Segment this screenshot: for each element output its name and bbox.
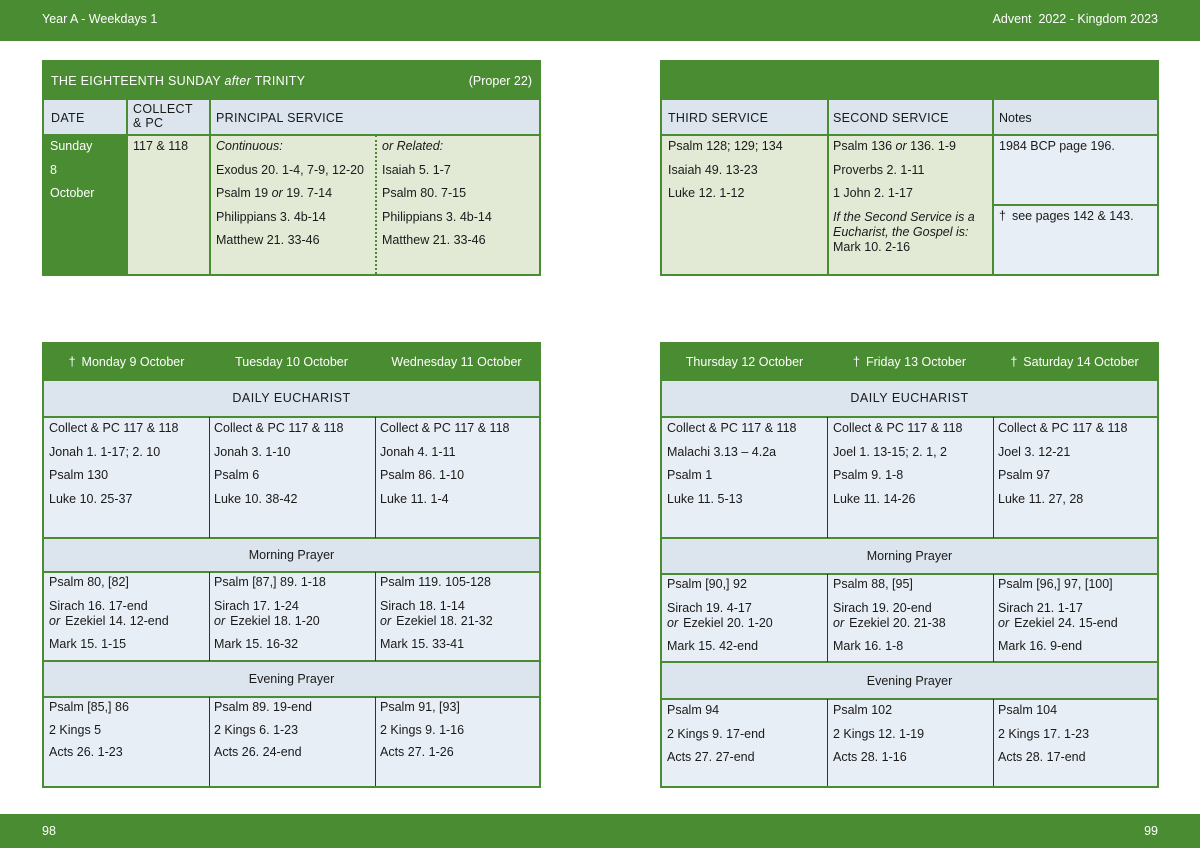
day-header-wednesday: Wednesday 11 October — [391, 355, 522, 369]
reading: Matthew 21. 33-46 — [216, 233, 320, 247]
date-header: DATE — [51, 111, 85, 125]
morning-friday: Psalm 88, [95] Sirach 19. 20-end or Ezekiel 20. 21-38 Mark 16. 1-8 — [833, 577, 946, 653]
morning-saturday: Psalm [96,] 97, [100] Sirach 21. 1-17 or Ezekiel 24. 15-end Mark 16. 9-end — [998, 577, 1118, 653]
eucharist-readings — [44, 417, 539, 538]
second-service-readings — [833, 139, 956, 210]
evening-prayer-header: Evening Prayer — [662, 662, 1157, 699]
third-service-readings — [668, 139, 783, 210]
continuous-readings — [216, 139, 364, 257]
reading: Philippians 3. 4b-14 — [382, 209, 492, 224]
day-header-tuesday: Tuesday 10 October — [235, 355, 348, 369]
sunday-title-bar — [44, 62, 539, 99]
day-header-thursday: Thursday 12 October — [685, 355, 804, 369]
dagger-icon: † — [853, 355, 860, 369]
sunday-services-table — [660, 60, 1159, 276]
running-header — [0, 0, 1200, 41]
morning-thursday: Psalm [90,] 92 Sirach 19. 4-17 or Ezekiel 20. 1-20 Mark 15. 42-end — [667, 577, 773, 653]
date-month: October — [50, 186, 95, 200]
reading: Psalm 19 or 19. 7-14 — [216, 186, 333, 200]
evening-saturday: Psalm 104 2 Kings 17. 1-23 Acts 28. 17-end — [998, 703, 1090, 764]
sunday-services-title-bar — [662, 62, 1157, 99]
evening-wednesday: Psalm 91, [93] 2 Kings 9. 1-16 Acts 27. 1-26 — [380, 700, 465, 759]
eucharist-section-header: DAILY EUCHARIST — [662, 380, 1157, 417]
note-pages: † see pages 142 & 143. — [999, 209, 1134, 223]
notes-header: Notes — [999, 111, 1032, 125]
day-header-row — [44, 344, 539, 380]
weekday-table-right — [660, 342, 1159, 788]
principal-header: PRINCIPAL SERVICE — [216, 111, 344, 125]
reading: Psalm 80. 7-15 — [382, 186, 467, 200]
second-service-gospel: Mark 10. 2-16 — [833, 240, 911, 254]
second-service-note: If the Second Service is a Eucharist, the Gospel is: — [833, 210, 975, 239]
morning-prayer-header: Morning Prayer — [662, 538, 1157, 574]
readings-saturday: Collect & PC 117 & 118 Joel 3. 12-21 Psalm 97 Luke 11. 27, 28 — [998, 421, 1128, 506]
reading: Isaiah 49. 13-23 — [668, 162, 758, 177]
evening-prayer-readings — [662, 699, 1157, 786]
collect-value: 117 & 118 — [133, 139, 189, 153]
services-header-row — [662, 99, 1157, 135]
readings-thursday: Collect & PC 117 & 118 Malachi 3.13 – 4.2a Psalm 1 Luke 11. 5-13 — [667, 421, 797, 506]
running-footer — [0, 814, 1200, 848]
morning-monday: Psalm 80, [82] Sirach 16. 17-end or Ezekiel 14. 12-end Mark 15. 1-15 — [49, 575, 169, 651]
collect-header: COLLECT & PC — [133, 102, 193, 130]
reading: Luke 12. 1-12 — [668, 186, 745, 200]
day-header-saturday: † Saturday 14 October — [1010, 355, 1139, 369]
related-label: or Related: — [382, 139, 444, 153]
evening-thursday: Psalm 94 2 Kings 9. 17-end Acts 27. 27-end — [667, 703, 765, 764]
date-day: Sunday — [50, 139, 93, 153]
day-header-monday: † Monday 9 October — [68, 355, 185, 369]
proper-label: (Proper 22) — [468, 74, 532, 88]
reading: 1 John 2. 1-17 — [833, 186, 913, 200]
morning-wednesday: Psalm 119. 105-128 Sirach 18. 1-14 or Ezekiel 18. 21-32 Mark 15. 33-41 — [380, 575, 493, 651]
page-number-left: 98 — [42, 824, 56, 838]
evening-tuesday: Psalm 89. 19-end 2 Kings 6. 1-23 Acts 26. 24-end — [214, 700, 312, 759]
reading: Philippians 3. 4b-14 — [216, 209, 326, 224]
evening-prayer-header: Evening Prayer — [44, 661, 539, 697]
dagger-icon: † — [1010, 355, 1018, 369]
page-number-right: 99 — [1144, 824, 1158, 838]
note-bcp: 1984 BCP page 196. — [999, 139, 1115, 153]
sunday-body — [127, 135, 539, 274]
evening-prayer-readings — [44, 697, 539, 786]
readings-monday: Collect & PC 117 & 118 Jonah 1. 1-17; 2. 10 Psalm 130 Luke 10. 25-37 — [49, 421, 179, 506]
morning-tuesday: Psalm [87,] 89. 1-18 Sirach 17. 1-24 or Ezekiel 18. 1-20 Mark 15. 16-32 — [214, 575, 326, 651]
evening-friday: Psalm 102 2 Kings 12. 1-19 Acts 28. 1-16 — [833, 703, 925, 764]
reading: Matthew 21. 33-46 — [382, 233, 486, 247]
sunday-header-row — [44, 99, 539, 135]
reading: Proverbs 2. 1-11 — [833, 162, 925, 177]
continuous-label: Continuous: — [216, 139, 283, 153]
reading: Psalm 128; 129; 134 — [668, 139, 783, 153]
readings-tuesday: Collect & PC 117 & 118 Jonah 3. 1-10 Psalm 6 Luke 10. 38-42 — [214, 421, 344, 506]
sunday-table — [42, 60, 541, 276]
day-header-row — [662, 344, 1157, 380]
eucharist-readings — [662, 417, 1157, 538]
dagger-icon: † — [999, 209, 1006, 223]
morning-prayer-readings — [44, 572, 539, 661]
readings-wednesday: Collect & PC 117 & 118 Jonah 4. 1-11 Psalm 86. 1-10 Luke 11. 1-4 — [380, 421, 510, 506]
third-service-header: THIRD SERVICE — [668, 111, 769, 125]
morning-prayer-readings — [662, 574, 1157, 662]
date-number: 8 — [50, 162, 57, 177]
sunday-title: THE EIGHTEENTH SUNDAY after TRINITY — [51, 74, 306, 88]
header-right: Advent 2022 - Kingdom 2023 — [992, 12, 1158, 26]
reading: Psalm 136 or 136. 1-9 — [833, 139, 956, 153]
evening-monday: Psalm [85,] 86 2 Kings 5 Acts 26. 1-23 — [49, 700, 129, 759]
eucharist-section-header: DAILY EUCHARIST — [44, 380, 539, 417]
reading: Exodus 20. 1-4, 7-9, 12-20 — [216, 162, 365, 177]
second-service-header: SECOND SERVICE — [833, 111, 949, 125]
weekday-table-left — [42, 342, 541, 788]
morning-prayer-header: Morning Prayer — [44, 538, 539, 572]
readings-friday: Collect & PC 117 & 118 Joel 1. 13-15; 2. 1, 2 Psalm 9. 1-8 Luke 11. 14-26 — [833, 421, 963, 506]
day-header-friday: † Friday 13 October — [853, 355, 966, 369]
related-readings — [382, 139, 492, 257]
header-left: Year A - Weekdays 1 — [42, 12, 158, 26]
date-cell — [44, 135, 127, 274]
reading: Isaiah 5. 1-7 — [382, 162, 451, 177]
dagger-icon: † — [68, 355, 76, 369]
